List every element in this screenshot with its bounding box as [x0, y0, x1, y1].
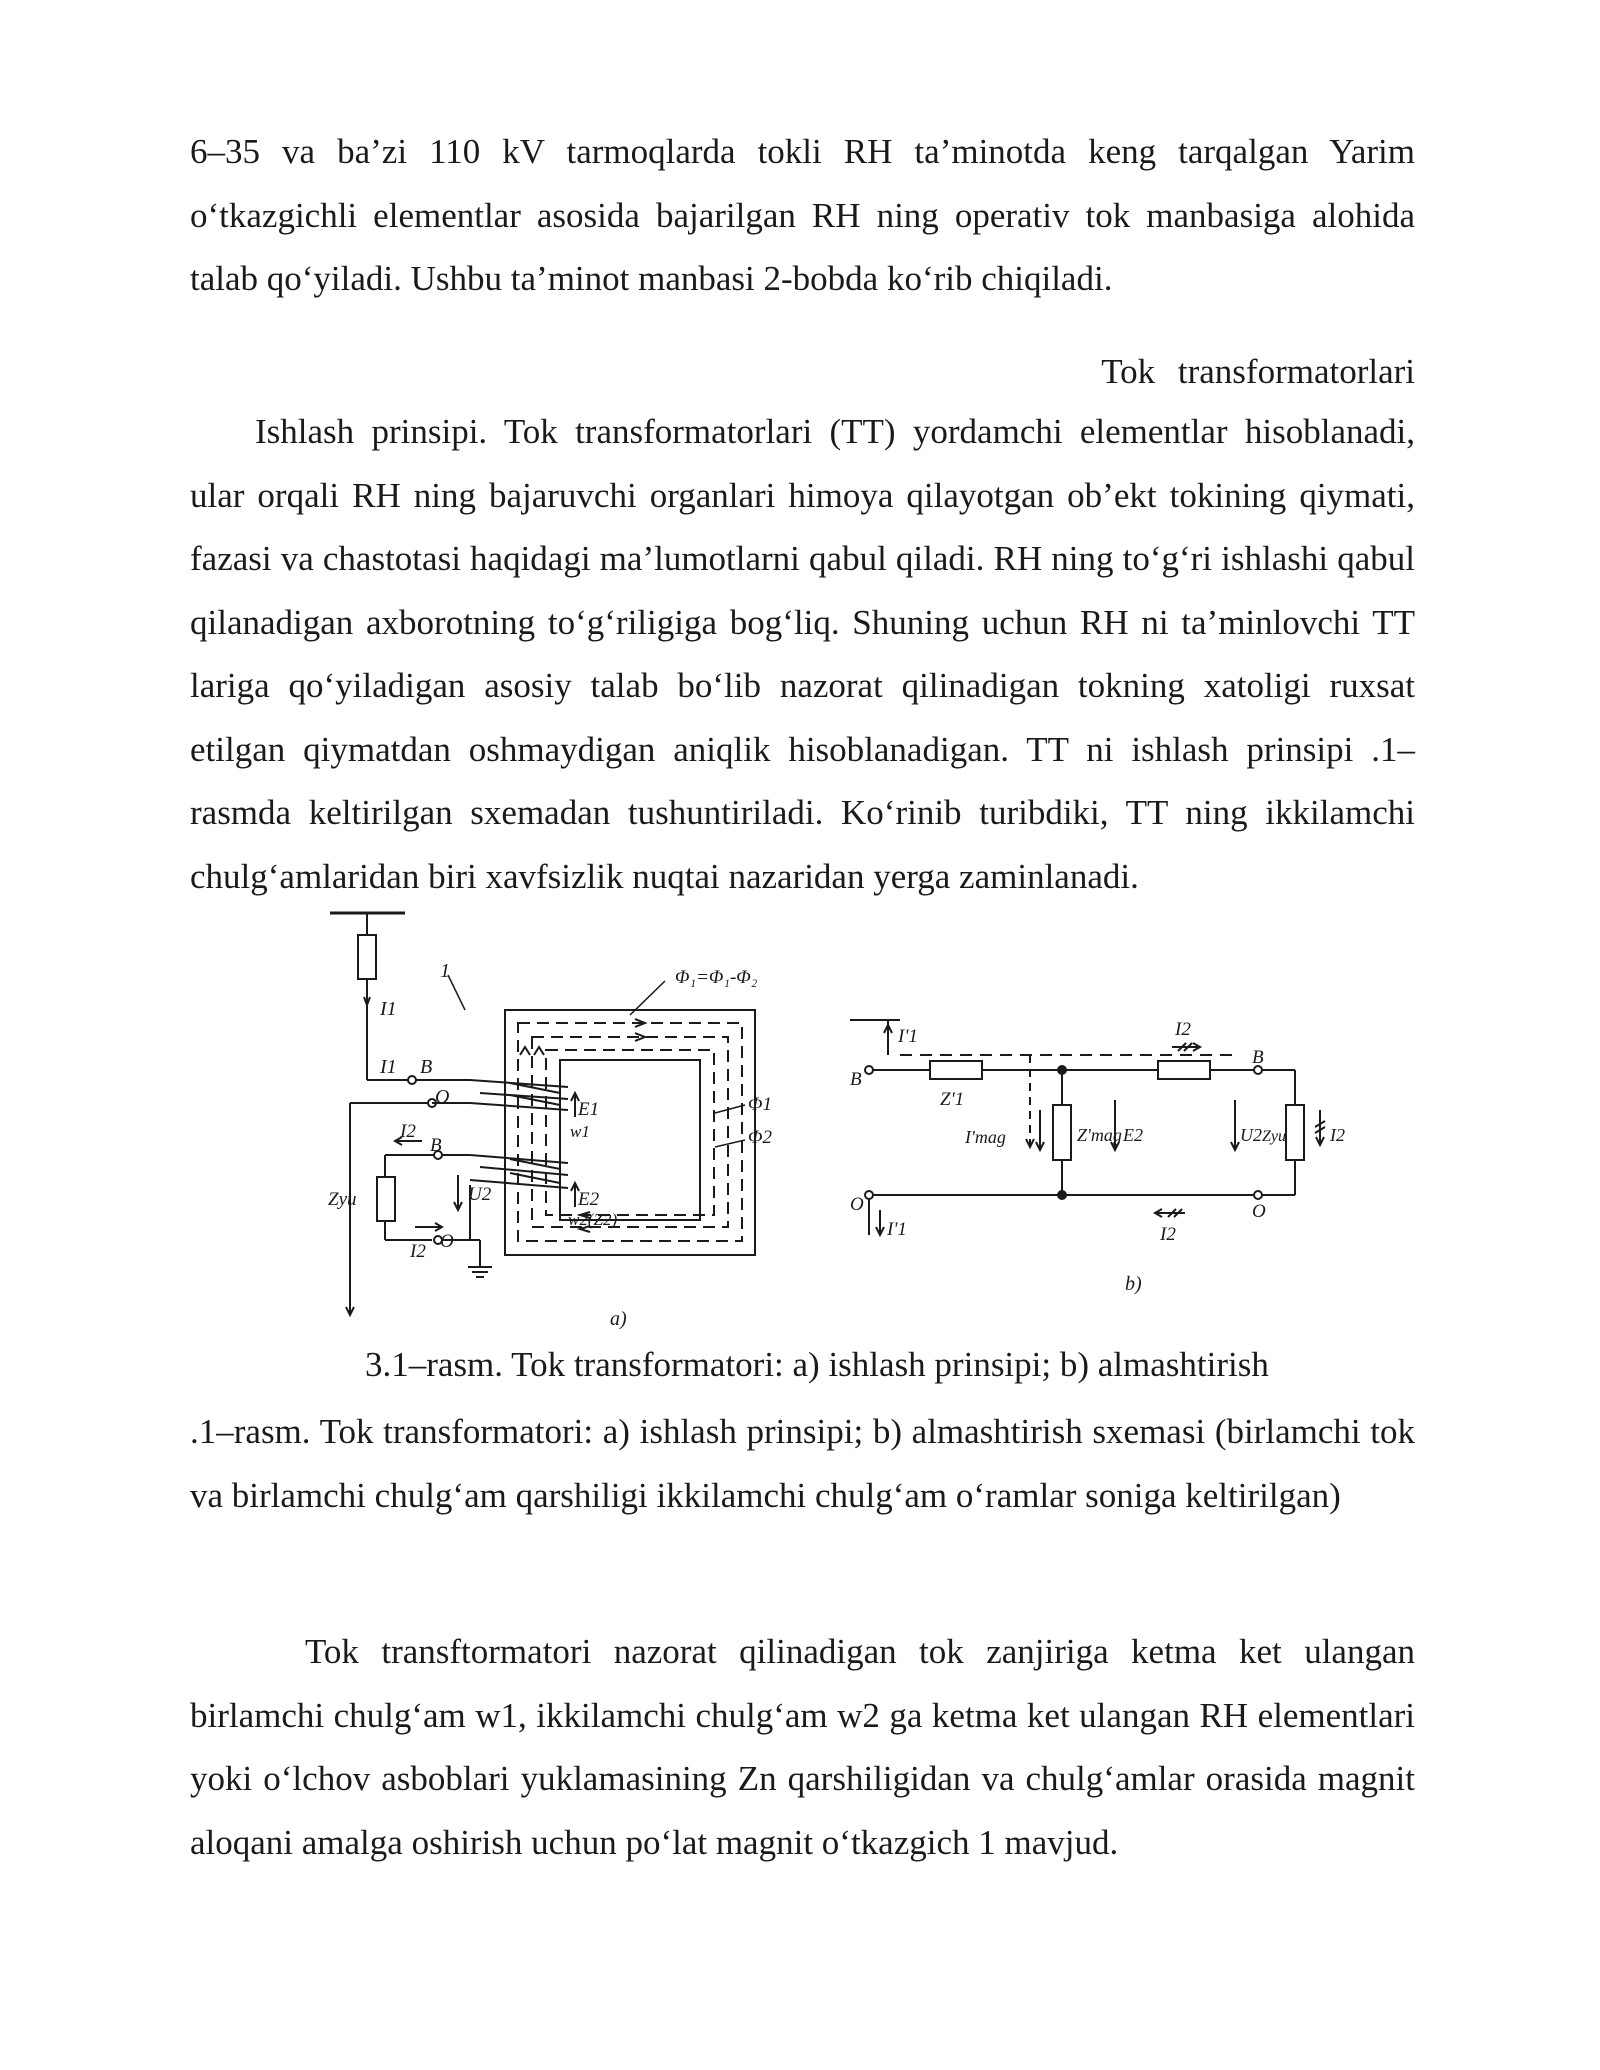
fig-b-Zyu: Zyu — [1262, 1128, 1286, 1145]
fig-a-Zyu: Zyu — [328, 1189, 357, 1210]
fig-a-w2: w2(Z2) — [568, 1210, 618, 1229]
section-heading: Tok transformatorlari — [1101, 352, 1415, 391]
transformer-diagram — [320, 905, 1380, 1365]
fig-b-O-left: O — [850, 1194, 864, 1215]
fig-a-sublabel: a) — [610, 1308, 627, 1330]
fig-a-B-bot: B — [430, 1135, 442, 1156]
fig-a-B-top: B — [420, 1056, 433, 1078]
fig-b-I1p-top: I'1 — [898, 1026, 918, 1047]
figure-caption: .1–rasm. Tok transformatori: a) ishlash prinsipi; b) almashtirish sxemasi (birlamchi tok va birlamchi chulg‘am qarshiligi ikkilamchi chulg‘am o‘ramlar soniga keltirilgan) — [190, 1412, 1415, 1515]
fig-b-Zmag: Z'mag — [1077, 1125, 1122, 1145]
fig-a-I1: I1 — [380, 1056, 397, 1078]
fig-b-I2-top: I2 — [1175, 1019, 1191, 1040]
fig-b-E2: E2 — [1123, 1125, 1143, 1145]
fig-a-I1-top: I1 — [380, 998, 397, 1020]
principle-paragraph: Ishlash prinsipi. Tok transformatorlari (TT) yordamchi elementlar hisoblanadi, ular orqali RH ning bajaruvchi organlari himoya qilayotgan ob’ekt tokining qiymati, fazasi va chastotasi haqidagi ma’lumotlarni qabul qiladi. RH ning to‘g‘ri ishlashi qabul qilanadigan axborotning to‘g‘riligiga bog‘liq. Shuning uchun RH ni ta’minlovchi TT lariga qo‘yiladigan asosiy talab bo‘lib nazorat qilinadigan tokning xatoligi ruxsat etilgan qiymatdan oshmaydigan aniqlik hisoblanadigan. TT ni ishlash prinsipi .1–rasmda keltirilgan sxemadan tushuntiriladi. Ko‘rinib turibdiki, TT ning ikkilamchi chulg‘amlaridan biri xavfsizlik nuqtai nazaridan yerga zaminlanadi. — [190, 412, 1415, 896]
fig-b-U2: U2 — [1240, 1125, 1262, 1145]
fig-a-O-bot: O — [440, 1231, 454, 1252]
fig-a-U2: U2 — [468, 1184, 492, 1205]
current-transformer-figure — [320, 905, 1380, 1365]
fig-a-phi2: Φ2 — [748, 1127, 772, 1148]
fig-b-sublabel: b) — [1125, 1273, 1142, 1295]
embedded-caption-text: 3.1–rasm. Tok transformatori: a) ishlash prinsipi; b) almashtirish — [365, 1345, 1269, 1384]
fig-b-B-right: B — [1252, 1047, 1264, 1068]
fig-a-flux-eq: Φ₁=Φ₁-Φ₂ — [675, 967, 758, 988]
fig-a-I2-top: I2 — [400, 1121, 416, 1142]
fig-b-I2-right: I2 — [1330, 1125, 1345, 1145]
embedded-caption-cut — [365, 1337, 1365, 1384]
intro-paragraph: 6–35 va ba’zi 110 kV tarmoqlarda tokli RH ta’minotda keng tarqalgan Yarim o‘tkazgichli elementlar asosida bajarilgan RH ning operativ tok manbasiga alohida talab qo‘yiladi. Ushbu ta’minot manbasi 2-bobda ko‘rib chiqiladi. — [190, 132, 1415, 298]
fig-a-I2-bot: I2 — [410, 1241, 426, 1262]
fig-b-I1p-bot: I'1 — [887, 1219, 907, 1240]
fig-b-B-left: B — [850, 1069, 862, 1090]
fig-b-O-right: O — [1252, 1201, 1266, 1222]
fig-a-E1: E1 — [578, 1099, 600, 1120]
fig-b-I2-bot: I2 — [1160, 1224, 1176, 1245]
fig-a-w1: w1 — [570, 1122, 590, 1141]
fig-a-phi1: Φ1 — [748, 1094, 772, 1115]
fig-b-Imag: I'mag — [965, 1127, 1006, 1147]
fig-a-E2: E2 — [578, 1189, 600, 1210]
fig-a-core-number: 1 — [440, 960, 450, 982]
fig-b-Z1p: Z'1 — [940, 1089, 965, 1110]
body-paragraph: Tok transftormatori nazorat qilinadigan tok zanjiriga ketma ket ulangan birlamchi chulg‘am w1, ikkilamchi chulg‘am w2 ga ketma ket ulangan RH elementlari yoki o‘lchov asboblari yuklamasining Zn qarshiligidan va chulg‘amlar orasida magnit aloqani amalga oshirish uchun po‘lat magnit o‘tkazgich 1 mavjud. — [190, 1632, 1415, 1862]
fig-a-O-top: O — [435, 1086, 450, 1108]
